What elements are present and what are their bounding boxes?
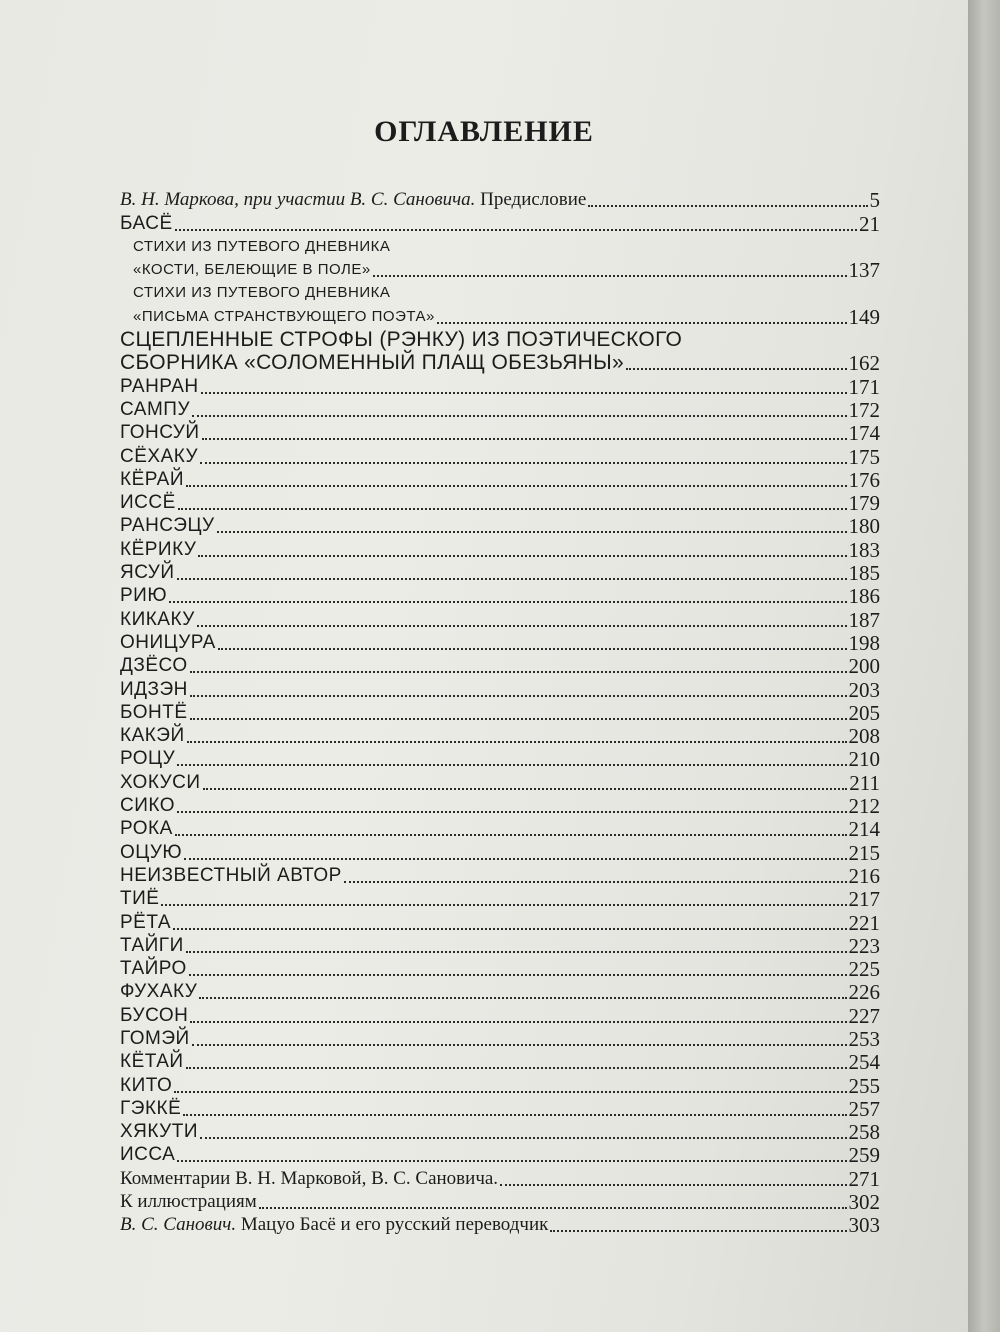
- toc-entry-label: [120, 1075, 174, 1097]
- toc-entry: [120, 281, 880, 304]
- toc-leader-dots: [173, 927, 846, 930]
- toc-entry: [120, 584, 880, 607]
- toc-entry-label: [120, 609, 197, 631]
- toc-leader-dots: [588, 204, 867, 207]
- toc-page-number: 5: [869, 188, 880, 213]
- toc-page-number: 302: [848, 1190, 880, 1215]
- toc-entry-label: [120, 399, 192, 421]
- toc-leader-dots: [184, 857, 846, 860]
- toc-entry-title: КИТО: [120, 1074, 173, 1096]
- toc-entry-title: ОНИЦУРА: [120, 631, 216, 653]
- toc-entry: [120, 304, 880, 327]
- toc-entry: [120, 421, 880, 444]
- toc-page-number: 186: [848, 584, 880, 609]
- toc-entry-title: БОНТЁ: [120, 701, 188, 723]
- toc-page-number: 271: [848, 1166, 880, 1191]
- toc-entry: [120, 1190, 880, 1213]
- toc-entry-title: КАКЭЙ: [120, 725, 185, 747]
- toc-entry-label: [120, 1191, 259, 1213]
- toc-page-number: 254: [848, 1050, 880, 1075]
- toc-leader-dots: [183, 1113, 846, 1116]
- toc-entry-title: ХОКУСИ: [120, 771, 201, 793]
- toc-leader-dots: [186, 1066, 847, 1069]
- toc-page-number: 221: [848, 910, 880, 935]
- toc-entry-label: [120, 935, 186, 957]
- toc-entry-label: [120, 1168, 500, 1190]
- toc-leader-dots: [161, 903, 846, 906]
- toc-leader-dots: [169, 600, 846, 603]
- toc-page-number: 227: [848, 1003, 880, 1028]
- toc-page-number: 162: [848, 351, 880, 376]
- toc-entry-label: [120, 562, 177, 584]
- toc-entry: [120, 1120, 880, 1143]
- toc-entry-label: [120, 469, 186, 491]
- toc-leader-dots: [550, 1229, 846, 1232]
- toc-entry-title: ИССЁ: [120, 492, 176, 514]
- toc-leader-dots: [500, 1183, 846, 1186]
- toc-page-number: 176: [848, 467, 880, 492]
- toc-entry-title: ДЗЁСО: [120, 655, 188, 677]
- toc-leader-dots: [437, 321, 847, 324]
- toc-entry-title: КИКАКУ: [120, 608, 195, 630]
- toc-page-number: 258: [848, 1120, 880, 1145]
- toc-entry-label: [120, 446, 200, 468]
- toc-entry-label: [120, 772, 203, 794]
- toc-leader-dots: [177, 810, 846, 813]
- toc-leader-dots: [218, 647, 847, 650]
- toc-leader-dots: [200, 461, 846, 464]
- toc-entry: [120, 235, 880, 258]
- toc-entry-title: Предисловие: [475, 189, 587, 211]
- toc-entry-title: ЯСУЙ: [120, 562, 175, 584]
- toc-entry-title: СТИХИ ИЗ ПУТЕВОГО ДНЕВНИКА: [133, 284, 391, 302]
- toc-entry-title: ГЭККЁ: [120, 1097, 182, 1119]
- toc-entry: [120, 934, 880, 957]
- toc-entry-label: [120, 189, 588, 211]
- toc-entry: [120, 864, 880, 887]
- toc-entry-title: ФУХАКУ: [120, 981, 198, 1003]
- toc-entry: [120, 631, 880, 654]
- toc-entry: [120, 980, 880, 1003]
- toc-page-number: 198: [848, 630, 880, 655]
- toc-entry: [120, 1213, 880, 1236]
- toc-entry-title: ГОНСУЙ: [120, 422, 200, 444]
- toc-entry-label: [120, 795, 177, 817]
- toc-page-number: 255: [848, 1073, 880, 1098]
- toc-page-number: 183: [848, 537, 880, 562]
- toc-entry-title: ТАЙРО: [120, 958, 187, 980]
- toc-entry-title: ГОМЭЙ: [120, 1027, 190, 1049]
- toc-leader-dots: [189, 973, 847, 976]
- toc-entry-label: [120, 352, 626, 374]
- toc-entry: [120, 537, 880, 560]
- toc-entry: [120, 910, 880, 933]
- toc-page-number: 223: [848, 933, 880, 958]
- toc-page-number: 205: [848, 700, 880, 725]
- toc-leader-dots: [344, 880, 847, 883]
- toc-leader-dots: [190, 694, 847, 697]
- toc-leader-dots: [190, 1020, 846, 1023]
- toc-entry-title: САМПУ: [120, 398, 191, 420]
- toc-page-number: 200: [848, 654, 880, 679]
- toc-leader-dots: [175, 833, 847, 836]
- toc-entry-title: БАСЁ: [120, 212, 173, 234]
- toc-entry-title: КЁРИКУ: [120, 538, 197, 560]
- toc-entry: [120, 1166, 880, 1189]
- toc-entry-title: СБОРНИКА «СОЛОМЕННЫЙ ПЛАЩ ОБЕЗЬЯНЫ»: [120, 351, 625, 375]
- toc-entry: [120, 1097, 880, 1120]
- toc-entry: [120, 840, 880, 863]
- page-title: ОГЛАВЛЕНИЕ: [374, 115, 594, 148]
- toc-entry-title: ТАЙГИ: [120, 934, 184, 956]
- toc-page-number: 172: [848, 397, 880, 422]
- toc-entry-label: [120, 958, 189, 980]
- toc-entry: [120, 1027, 880, 1050]
- toc-entry: [120, 211, 880, 234]
- toc-entry-title: РАНСЭЦУ: [120, 515, 215, 537]
- toc-entry-title: РАНРАН: [120, 375, 199, 397]
- toc-entry: [120, 328, 880, 351]
- toc-page-number: 174: [848, 421, 880, 446]
- toc-entry-label: [120, 329, 684, 351]
- toc-page-number: 187: [848, 607, 880, 632]
- toc-entry-label: [120, 748, 177, 770]
- toc-page-number: 171: [848, 374, 880, 399]
- toc-entry-author-credit: В. Н. Маркова, при участии В. С. Сановича.: [120, 189, 476, 211]
- toc-entry: [120, 1143, 880, 1166]
- toc-leader-dots: [199, 996, 846, 999]
- toc-entry-label: [120, 422, 202, 444]
- toc-entry: [120, 1050, 880, 1073]
- toc-leader-dots: [175, 228, 857, 231]
- toc-entry-title: ХЯКУТИ: [120, 1121, 199, 1143]
- toc-entry: [120, 468, 880, 491]
- toc-entry-label: [120, 1214, 550, 1236]
- toc-entry-title: Мацуо Басё и его русский переводчик: [236, 1214, 549, 1236]
- toc-entry-title: «ПИСЬМА СТРАНСТВУЮЩЕГО ПОЭТА»: [133, 307, 435, 325]
- toc-leader-dots: [373, 274, 847, 277]
- toc-entry-title: Комментарии В. Н. Марковой, В. С. Сановича.: [120, 1167, 499, 1189]
- toc-entry-title: ИССА: [120, 1144, 176, 1166]
- toc-entry: [120, 258, 880, 281]
- toc-entry-label: [120, 865, 344, 887]
- toc-entry: [120, 701, 880, 724]
- toc-entry: [120, 514, 880, 537]
- toc-entry: [120, 188, 880, 211]
- toc-page-number: 185: [848, 561, 880, 586]
- toc-entry-title: СЦЕПЛЕННЫЕ СТРОФЫ (РЭНКУ) ИЗ ПОЭТИЧЕСКОГО: [120, 328, 683, 352]
- toc-entry-title: ТИЁ: [120, 888, 160, 910]
- toc-leader-dots: [186, 484, 847, 487]
- toc-leader-dots: [192, 1043, 847, 1046]
- toc-entry: [120, 887, 880, 910]
- toc-entry-label: [120, 632, 218, 654]
- toc-page-number: 208: [848, 724, 880, 749]
- toc-entry-label: [120, 888, 161, 910]
- toc-page-number: 253: [848, 1026, 880, 1051]
- toc-page-number: 259: [848, 1143, 880, 1168]
- toc-page-number: 215: [848, 840, 880, 865]
- toc-page-number: 149: [848, 304, 880, 329]
- toc-entry-label: [120, 213, 175, 235]
- toc-leader-dots: [217, 530, 847, 533]
- toc-entry-label: [120, 1028, 192, 1050]
- toc-page-number: 211: [849, 770, 880, 795]
- toc-page-number: 303: [848, 1213, 880, 1238]
- toc-leader-dots: [200, 1136, 846, 1139]
- toc-entry: [120, 724, 880, 747]
- toc-entry-label: [120, 259, 373, 281]
- toc-entry-title: «КОСТИ, БЕЛЕЮЩИЕ В ПОЛЕ»: [133, 261, 371, 279]
- toc-page-number: 137: [848, 258, 880, 283]
- toc-entry: [120, 561, 880, 584]
- toc-entry-author-credit: В. С. Санович.: [120, 1214, 237, 1236]
- toc-entry-label: [120, 585, 169, 607]
- toc-entry-label: [120, 539, 198, 561]
- toc-leader-dots: [187, 740, 847, 743]
- toc-entry-title: РОЦУ: [120, 748, 176, 770]
- toc-leader-dots: [259, 1206, 847, 1209]
- toc-page-number: 180: [848, 514, 880, 539]
- toc-entry-label: [120, 282, 392, 304]
- toc-leader-dots: [201, 391, 847, 394]
- toc-page-number: 217: [848, 887, 880, 912]
- toc-entry-title: РЁТА: [120, 911, 172, 933]
- toc-entry-title: КЁТАЙ: [120, 1051, 184, 1073]
- toc-leader-dots: [177, 577, 847, 580]
- toc-page-number: 21: [859, 211, 880, 236]
- toc-page-number: 225: [848, 957, 880, 982]
- toc-entry-label: [120, 679, 190, 701]
- toc-page-number: 179: [848, 491, 880, 516]
- toc-entry: [120, 770, 880, 793]
- toc-leader-dots: [190, 717, 847, 720]
- toc-page-number: 212: [848, 794, 880, 819]
- toc-entry-label: [120, 306, 437, 328]
- toc-entry-title: ОЦУЮ: [120, 841, 183, 863]
- toc-leader-dots: [177, 1159, 846, 1162]
- toc-entry-label: [120, 818, 175, 840]
- toc-entry-label: [120, 842, 184, 864]
- toc-entry: [120, 444, 880, 467]
- toc-leader-dots: [190, 670, 847, 673]
- table-of-contents: [120, 188, 880, 1236]
- toc-entry-label: [120, 1051, 186, 1073]
- toc-leader-dots: [203, 787, 848, 790]
- toc-page-number: 226: [848, 980, 880, 1005]
- toc-entry-title: К иллюстрациям: [120, 1191, 257, 1213]
- toc-page-number: 257: [848, 1096, 880, 1121]
- toc-entry-label: [120, 912, 173, 934]
- toc-entry-title: СЁХАКУ: [120, 445, 199, 467]
- toc-leader-dots: [198, 554, 846, 557]
- toc-entry-title: КЁРАЙ: [120, 468, 184, 490]
- toc-page-number: 216: [848, 863, 880, 888]
- toc-page-number: 210: [848, 747, 880, 772]
- toc-entry-title: НЕИЗВЕСТНЫЙ АВТОР: [120, 864, 342, 886]
- toc-entry: [120, 1003, 880, 1026]
- toc-entry: [120, 1073, 880, 1096]
- toc-leader-dots: [174, 1090, 846, 1093]
- toc-entry-label: [120, 1098, 183, 1120]
- toc-entry-title: РИЮ: [120, 585, 168, 607]
- toc-entry-title: СТИХИ ИЗ ПУТЕВОГО ДНЕВНИКА: [133, 237, 391, 255]
- toc-entry: [120, 957, 880, 980]
- toc-entry-label: [120, 515, 217, 537]
- toc-leader-dots: [202, 437, 847, 440]
- toc-leader-dots: [186, 950, 847, 953]
- toc-entry-label: [120, 702, 190, 724]
- toc-page-number: 203: [848, 677, 880, 702]
- toc-entry: [120, 677, 880, 700]
- toc-entry: [120, 607, 880, 630]
- toc-entry-label: [120, 492, 178, 514]
- toc-entry-label: [120, 1121, 200, 1143]
- toc-entry-label: [120, 1005, 190, 1027]
- toc-leader-dots: [192, 414, 846, 417]
- toc-entry: [120, 398, 880, 421]
- toc-page-number: 214: [848, 817, 880, 842]
- toc-entry-label: [120, 655, 190, 677]
- toc-leader-dots: [178, 507, 847, 510]
- page-edge: [968, 0, 1000, 1332]
- toc-entry-label: [120, 725, 187, 747]
- toc-leader-dots: [626, 367, 846, 370]
- toc-leader-dots: [177, 763, 846, 766]
- toc-entry-title: БУСОН: [120, 1004, 189, 1026]
- toc-entry-title: РОКА: [120, 818, 173, 840]
- toc-entry: [120, 654, 880, 677]
- toc-page-number: 175: [848, 444, 880, 469]
- toc-entry-label: [120, 376, 201, 398]
- toc-entry: [120, 351, 880, 374]
- toc-entry-label: [120, 981, 199, 1003]
- toc-entry: [120, 817, 880, 840]
- toc-entry-label: [120, 236, 392, 258]
- toc-entry: [120, 747, 880, 770]
- toc-entry: [120, 794, 880, 817]
- toc-entry-label: [120, 1144, 177, 1166]
- toc-entry-title: СИКО: [120, 795, 176, 817]
- toc-entry: [120, 374, 880, 397]
- toc-entry: [120, 491, 880, 514]
- toc-leader-dots: [197, 624, 847, 627]
- toc-entry-title: ИДЗЭН: [120, 678, 188, 700]
